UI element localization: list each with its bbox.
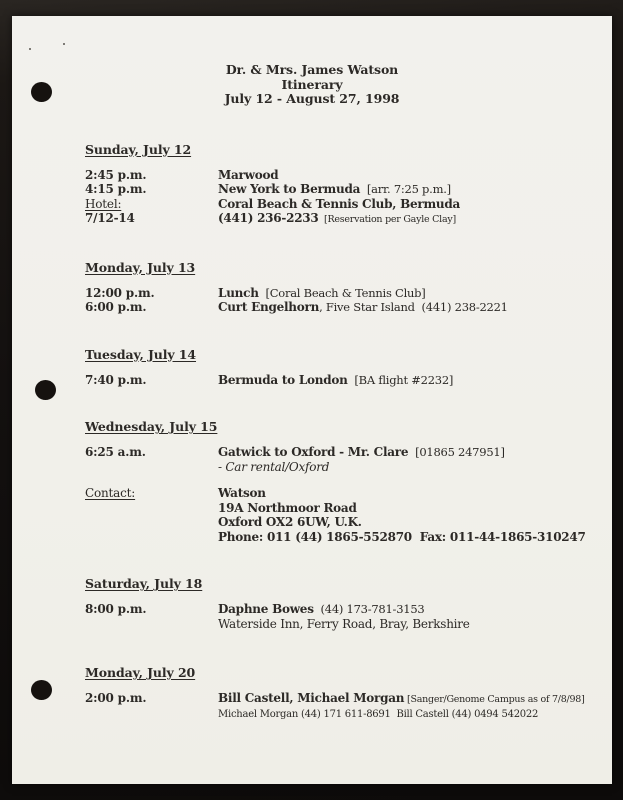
itinerary-row	[85, 691, 612, 722]
punch-hole-middle	[35, 380, 56, 400]
title-date-range: July 12 - August 27, 1998	[224, 91, 400, 106]
time-label: 6:00 p.m.	[85, 300, 147, 314]
row-main-line	[218, 445, 612, 460]
day-section	[85, 142, 612, 228]
itinerary-row	[85, 486, 612, 544]
event-note: [01865 247951]	[408, 445, 505, 459]
time-label: 6:25 a.m.	[85, 445, 146, 459]
event-text: Lunch	[218, 285, 259, 300]
event-note: , Five Star Island (441) 238-2221	[319, 300, 508, 314]
event-text: Marwood	[218, 167, 279, 182]
paper-speck	[29, 48, 31, 50]
day-heading: Saturday, July 18	[85, 576, 203, 591]
time-label: 7:40 p.m.	[85, 372, 147, 387]
itinerary-row	[85, 373, 612, 388]
itinerary-page	[12, 16, 612, 784]
event-note: [Sanger/Genome Campus as of 7/8/98]	[404, 694, 585, 705]
row-content	[218, 445, 612, 474]
paper-speck	[63, 43, 65, 45]
day-section	[85, 576, 612, 631]
row-main-line	[218, 182, 612, 197]
event-subline: 19A Northmoor Road	[218, 500, 357, 515]
time-label: 12:00 p.m.	[85, 285, 155, 300]
time-label: 2:00 p.m.	[85, 691, 147, 705]
row-content	[218, 168, 612, 183]
row-content	[218, 182, 612, 197]
time-label: 8:00 p.m.	[85, 602, 147, 616]
day-heading: Sunday, July 12	[85, 141, 192, 157]
row-main-line	[218, 300, 612, 315]
time-label: Hotel:	[85, 196, 122, 211]
event-text: Watson	[218, 486, 266, 500]
itinerary-row	[85, 300, 612, 315]
row-content	[218, 691, 612, 722]
itinerary-row	[85, 602, 612, 631]
itinerary-row	[85, 182, 612, 197]
event-subline: Oxford OX2 6UW, U.K.	[218, 515, 362, 529]
event-text: Coral Beach & Tennis Club, Bermuda	[218, 196, 461, 211]
time-label: 7/12-14	[85, 211, 135, 225]
row-content	[218, 486, 612, 544]
time-label: 2:45 p.m.	[85, 167, 147, 182]
day-section	[85, 419, 612, 544]
row-main-line	[218, 486, 612, 501]
row-main-line	[218, 168, 612, 183]
event-note: [BA flight #2232]	[347, 372, 454, 387]
row-main-line	[218, 211, 612, 228]
day-rows	[85, 602, 612, 631]
day-section	[85, 347, 612, 388]
event-note: [Reservation per Gayle Clay]	[318, 214, 456, 225]
row-main-line	[218, 691, 612, 708]
row-content	[218, 197, 612, 212]
row-content	[218, 373, 612, 388]
itinerary-row	[85, 168, 612, 183]
day-rows	[85, 445, 612, 544]
row-content	[218, 602, 612, 631]
document-title-block	[12, 63, 612, 107]
event-subline: - Car rental/Oxford	[218, 459, 330, 474]
day-rows	[85, 168, 612, 228]
event-text: Curt Engelhorn	[218, 300, 320, 314]
itinerary-sections	[85, 142, 612, 723]
event-text: (441) 236-2233	[218, 211, 319, 225]
day-heading: Monday, July 20	[85, 665, 196, 680]
row-content	[218, 211, 612, 228]
event-note: [arr. 7:25 p.m.]	[360, 182, 451, 196]
event-subline: Waterside Inn, Ferry Road, Bray, Berkshire	[218, 616, 470, 631]
day-section	[85, 665, 612, 722]
event-note: [Coral Beach & Tennis Club]	[258, 285, 426, 300]
time-label: 4:15 p.m.	[85, 182, 147, 196]
row-main-line	[218, 197, 612, 212]
day-heading: Tuesday, July 14	[85, 346, 197, 362]
itinerary-row	[85, 286, 612, 301]
itinerary-row	[85, 445, 612, 474]
row-content	[218, 300, 612, 315]
event-text: Bill Castell, Michael Morgan	[218, 691, 405, 705]
title-doc-type: Itinerary	[281, 76, 343, 92]
day-heading: Wednesday, July 15	[85, 419, 218, 434]
day-rows	[85, 691, 612, 722]
row-main-line	[218, 286, 612, 301]
row-main-line	[218, 602, 612, 617]
punch-hole-top	[31, 82, 52, 102]
event-text: New York to Bermuda	[218, 182, 361, 196]
title-name: Dr. & Mrs. James Watson	[225, 62, 399, 77]
row-main-line	[218, 373, 612, 388]
event-subline: Phone: 011 (44) 1865-552870 Fax: 011-44-1865-310247	[218, 529, 586, 544]
day-rows	[85, 373, 612, 388]
punch-hole-bottom	[31, 680, 52, 700]
row-content	[218, 286, 612, 301]
event-subline: Michael Morgan (44) 171 611-8691 Bill Castell (44) 0494 542022	[218, 708, 539, 720]
event-text: Bermuda to London	[218, 372, 348, 387]
day-section	[85, 260, 612, 315]
event-text: Gatwick to Oxford - Mr. Clare	[218, 445, 409, 459]
itinerary-row	[85, 197, 612, 212]
day-rows	[85, 286, 612, 315]
event-note: (44) 173-781-3153	[313, 602, 425, 616]
day-heading: Monday, July 13	[85, 259, 196, 275]
time-label: Contact:	[85, 486, 136, 500]
itinerary-row	[85, 211, 612, 228]
event-text: Daphne Bowes	[218, 602, 314, 616]
